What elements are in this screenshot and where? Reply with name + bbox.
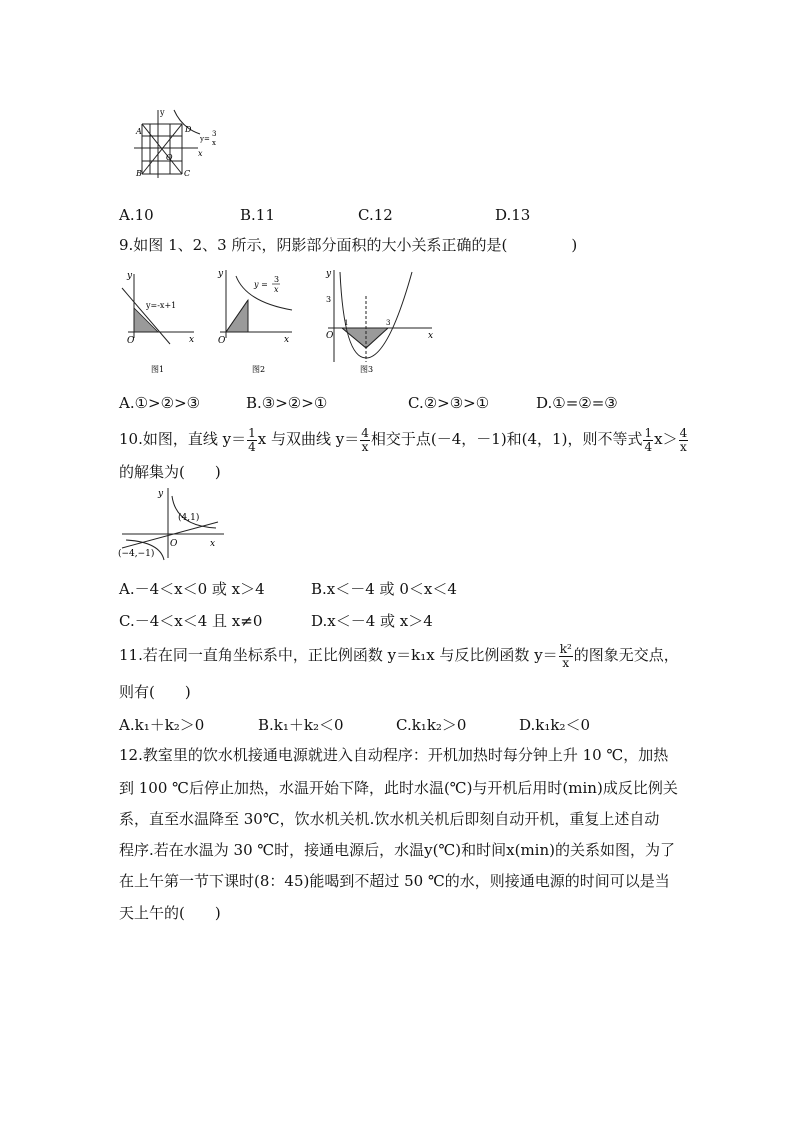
q9-option-b: B.③>②>① <box>246 394 328 412</box>
fig1-caption: 图1 <box>151 365 165 374</box>
q10-fig-label-x: x <box>210 539 216 549</box>
q10-frac-4-num: 4 <box>679 425 688 440</box>
q12-line-6: 天上午的( ) <box>119 904 221 922</box>
q10-figure <box>118 486 228 562</box>
fig2-eq-num: 3 <box>274 275 280 284</box>
fig8-fn-prefix: y= <box>200 135 210 143</box>
q9-stem-close: ) <box>571 236 578 254</box>
fig2-axis-x: x <box>284 335 290 345</box>
q10-frac-3-num: 1 <box>644 425 653 440</box>
q11-stem <box>119 640 679 670</box>
q10-frac-2-num: 4 <box>361 425 369 440</box>
fig8-label-b: B <box>136 169 142 178</box>
fig8-label-y: y <box>160 108 165 117</box>
q10-frac-2 <box>360 427 370 454</box>
fig8-fn-den: x <box>212 139 216 147</box>
q9-option-d: D.①=②=③ <box>536 394 618 412</box>
q10-frac-4 <box>679 427 689 454</box>
fig1-axis-y: y <box>127 271 133 281</box>
q9-figure-3 <box>320 266 440 376</box>
q8-figure <box>130 108 230 180</box>
fig2-caption: 图2 <box>252 365 266 374</box>
fig2-axis-y: y <box>218 269 224 279</box>
q12-line-5: 在上午第一节下课时(8：45)能喝到不超过 50 ℃的水，则接通电源的时间可以是当 <box>119 872 670 890</box>
q11-frac-num: k² <box>559 641 572 656</box>
fig2-origin: O <box>218 336 226 346</box>
q9-stem <box>119 235 577 255</box>
q12-line-3: 系，直至水温降至 30℃，饮水机关机.饮水机关机后即刻自动开机，重复上述自动 <box>119 810 660 828</box>
fig3-caption: 图3 <box>360 365 374 374</box>
q10-stem-b: x 与双曲线 y＝ <box>257 430 360 448</box>
fig2-eq-prefix: y = <box>254 280 268 289</box>
fig8-label-x: x <box>198 149 203 158</box>
q10-option-d: D.x＜－4 或 x＞4 <box>311 612 433 630</box>
q10-frac-3-den: 4 <box>644 439 653 454</box>
q12-line-2: 到 100 ℃后停止加热，水温开始下降，此时水温(℃)与开机后用时(min)成反比例关 <box>119 779 678 797</box>
fig8-fn-num: 3 <box>212 130 217 138</box>
q9-figure-2 <box>212 266 302 376</box>
q9-option-c: C.②>③>① <box>408 394 490 412</box>
fig3-label-1: 1 <box>344 319 349 327</box>
q10-option-a: A.－4＜x＜0 或 x＞4 <box>119 580 265 598</box>
fig3-axis-y: y <box>326 269 332 279</box>
q9-stem-text: 9.如图 1、2、3 所示，阴影部分面积的大小关系正确的是( <box>119 236 508 254</box>
fig1-origin: O <box>127 336 135 346</box>
fig3-origin: O <box>326 331 334 341</box>
q11-option-c: C.k₁k₂＞0 <box>396 716 467 734</box>
q10-fig-label-o: O <box>170 539 178 549</box>
fig1-axis-x: x <box>189 335 195 345</box>
q9-figure-1 <box>118 266 198 376</box>
q10-frac-1-num: 1 <box>248 425 256 440</box>
q8-option-a: A.10 <box>119 206 154 224</box>
fig8-label-c: C <box>184 169 191 178</box>
q10-frac-2-den: x <box>361 439 369 454</box>
q10-stem-line2: 的解集为( ) <box>119 463 221 481</box>
q10-fig-label-y: y <box>158 489 164 499</box>
q11-option-b: B.k₁＋k₂＜0 <box>258 716 344 734</box>
q10-frac-1 <box>247 427 257 454</box>
q8-option-c: C.12 <box>358 206 393 224</box>
q9-option-a: A.①>②>③ <box>119 394 201 412</box>
q11-frac-den: x <box>562 655 570 670</box>
q8-option-b: B.11 <box>240 206 275 224</box>
q10-fig-point-1: (4,1) <box>178 513 200 523</box>
fig3-axis-x: x <box>428 331 434 341</box>
q11-frac <box>559 643 573 670</box>
q12-line-1: 12.教室里的饮水机接通电源就进入自动程序：开机加热时每分钟上升 10 ℃，加热 <box>119 746 669 764</box>
q11-option-a: A.k₁＋k₂＞0 <box>119 716 205 734</box>
q10-stem-c: 相交于点(－4，－1)和(4，1)，则不等式 <box>370 430 643 448</box>
fig8-label-d: D <box>185 125 192 134</box>
q10-frac-3 <box>643 427 653 454</box>
q11-stem-b: 的图象无交点， <box>573 646 679 664</box>
q10-frac-4-den: x <box>680 439 687 454</box>
fig3-label-3x: 3 <box>386 319 391 327</box>
q8-option-d: D.13 <box>495 206 531 224</box>
q10-stem-d: x＞ <box>654 430 678 448</box>
q11-line2: 则有( ) <box>119 683 191 701</box>
q10-frac-1-den: 4 <box>248 439 256 454</box>
q10-fig-point-2: (−4,−1) <box>118 549 155 559</box>
fig8-label-a: A <box>136 127 142 136</box>
fig3-label-3y: 3 <box>326 295 332 304</box>
fig1-equation: y=-x+1 <box>146 301 177 310</box>
q10-stem-a: 10.如图，直线 y＝ <box>119 430 247 448</box>
q10-stem <box>119 425 689 454</box>
q12-line-4: 程序.若在水温为 30 ℃时，接通电源后，水温y(℃)和时间x(min)的关系如图，为了 <box>119 841 675 859</box>
q10-option-c: C.－4＜x＜4 且 x≠0 <box>119 612 263 630</box>
q11-stem-a: 11.若在同一直角坐标系中，正比例函数 y＝k₁x 与反比例函数 y＝ <box>119 646 558 664</box>
q11-option-d: D.k₁k₂＜0 <box>519 716 591 734</box>
q10-option-b: B.x＜－4 或 0＜x＜4 <box>311 580 457 598</box>
fig2-eq-den: x <box>274 285 279 294</box>
fig8-label-o: O <box>166 153 173 162</box>
